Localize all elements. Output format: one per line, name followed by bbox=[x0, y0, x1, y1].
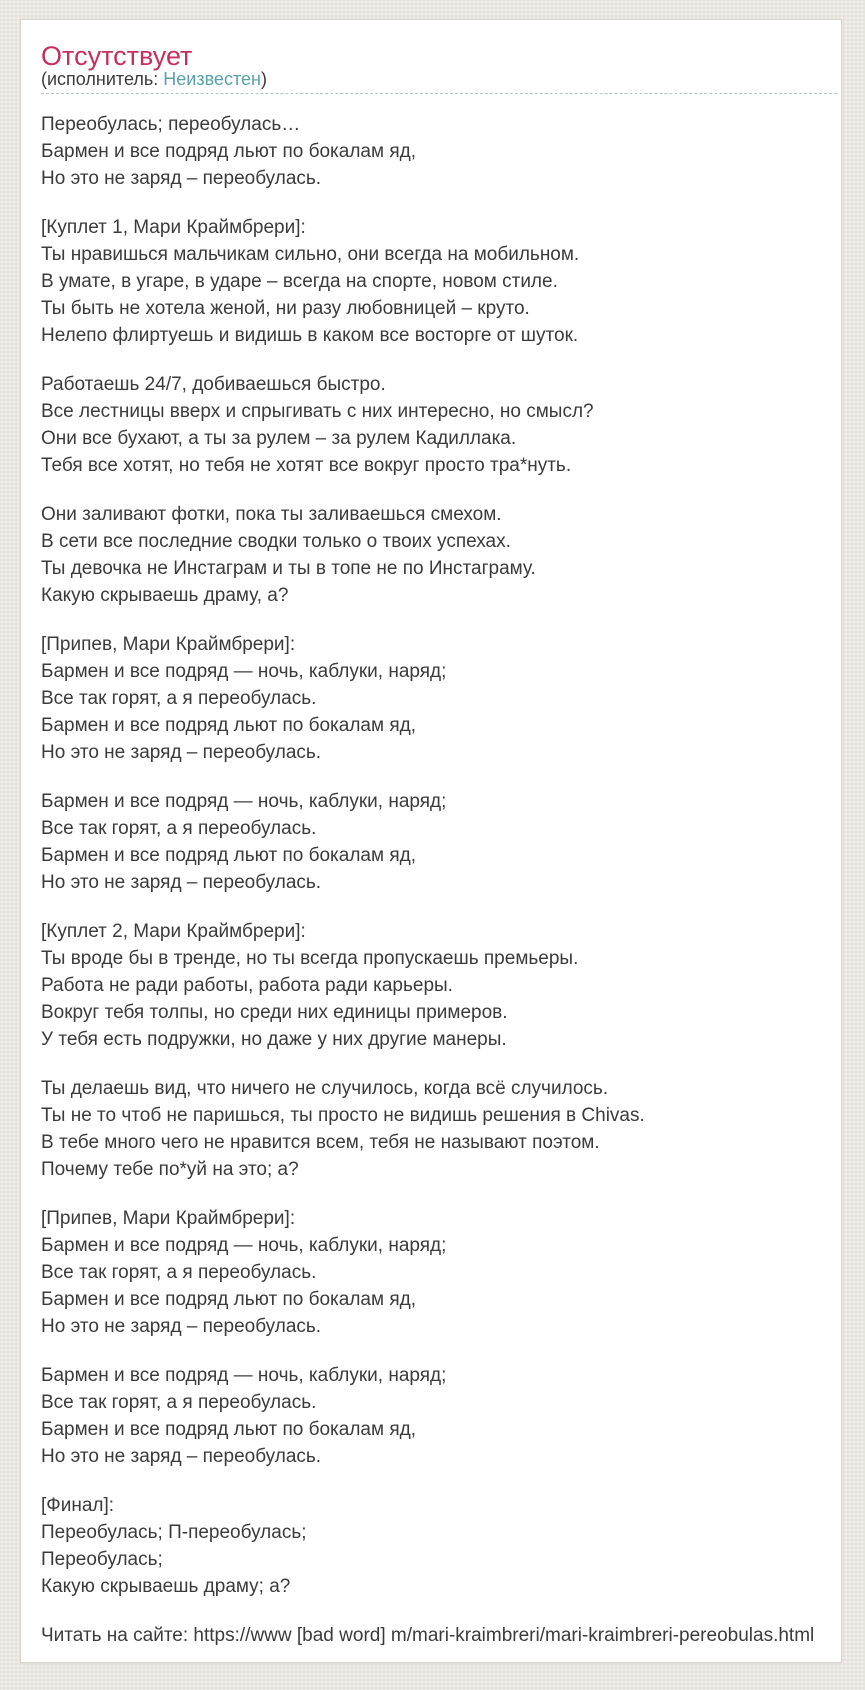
lyrics-stanza bbox=[41, 371, 841, 479]
lyrics-line: Переобулась; П-переобулась; bbox=[41, 1522, 307, 1543]
lyrics-line: Ты быть не хотела женой, ни разу любовницей – круто. bbox=[41, 298, 530, 319]
lyrics-stanza bbox=[41, 501, 841, 609]
lyrics-line: Но это не заряд – переобулась. bbox=[41, 872, 322, 893]
lyrics-line: Работаешь 24/7, добиваешься быстро. bbox=[41, 374, 386, 395]
lyrics-stanza bbox=[41, 1205, 841, 1340]
lyrics-line: В умате, в угаре, в ударе – всегда на спорте, новом стиле. bbox=[41, 271, 558, 292]
lyrics-line: Ты нравишься мальчикам сильно, они всегда на мобильном. bbox=[41, 244, 580, 265]
lyrics-line: Но это не заряд – переобулась. bbox=[41, 1446, 322, 1467]
lyrics-line: Но это не заряд – переобулась. bbox=[41, 1316, 322, 1337]
artist-label-suffix: ) bbox=[260, 69, 267, 89]
lyrics-line: Они все бухают, а ты за рулем – за рулем Кадиллака. bbox=[41, 428, 517, 449]
footer-note: Читать на сайте: https://www [bad word] m/mari-kraimbreri/mari-kraimbreri-pereobulas.html bbox=[41, 1625, 815, 1646]
artist-link[interactable]: Неизвестен bbox=[163, 69, 261, 89]
lyrics-stanza bbox=[41, 1075, 841, 1183]
lyrics-line: Бармен и все подряд льют по бокалам яд, bbox=[41, 715, 416, 736]
lyrics-line: Все так горят, а я переобулась. bbox=[41, 1262, 317, 1283]
lyrics-line: Вокруг тебя толпы, но среди них единицы примеров. bbox=[41, 1002, 508, 1023]
lyrics-line: Бармен и все подряд — ночь, каблуки, наряд; bbox=[41, 661, 447, 682]
lyrics-stanza bbox=[41, 788, 841, 896]
lyrics-stanza bbox=[41, 918, 841, 1053]
lyrics-line: В тебе много чего не нравится всем, тебя не называют поэтом. bbox=[41, 1132, 600, 1153]
lyrics-line: Переобулась; bbox=[41, 1549, 163, 1570]
lyrics-line: Ты вроде бы в тренде, но ты всегда пропускаешь премьеры. bbox=[41, 948, 579, 969]
lyrics-line: [Куплет 1, Мари Краймбрери]: bbox=[41, 217, 306, 238]
lyrics-line: У тебя есть подружки, но даже у них другие манеры. bbox=[41, 1029, 507, 1050]
page-header bbox=[41, 42, 837, 94]
lyrics-line: Бармен и все подряд льют по бокалам яд, bbox=[41, 141, 416, 162]
lyrics-line: Нелепо флиртуешь и видишь в каком все восторге от шуток. bbox=[41, 325, 579, 346]
lyrics-line: Все так горят, а я переобулась. bbox=[41, 1392, 317, 1413]
lyrics-line: [Финал]: bbox=[41, 1495, 115, 1516]
lyrics-line: Тебя все хотят, но тебя не хотят все вокруг просто тра*нуть. bbox=[41, 455, 572, 476]
lyrics-line: [Припев, Мари Краймбрери]: bbox=[41, 634, 296, 655]
artist-label-prefix: (исполнитель: bbox=[41, 69, 164, 89]
lyrics-stanza bbox=[41, 214, 841, 349]
lyrics-line: Ты девочка не Инстаграм и ты в топе не по Инстаграму. bbox=[41, 558, 536, 579]
page-title: Отсутствует bbox=[41, 41, 193, 71]
lyrics-stanza bbox=[41, 1362, 841, 1470]
lyrics-line: Бармен и все подряд — ночь, каблуки, наряд; bbox=[41, 791, 447, 812]
lyrics-line: Какую скрываешь драму, а? bbox=[41, 585, 289, 606]
lyrics-line: Они заливают фотки, пока ты заливаешься смехом. bbox=[41, 504, 502, 525]
lyrics bbox=[41, 111, 841, 1600]
lyrics-line: Но это не заряд – переобулась. bbox=[41, 742, 322, 763]
artist-line bbox=[41, 70, 837, 89]
lyrics-line: Все так горят, а я переобулась. bbox=[41, 818, 317, 839]
lyrics-stanza bbox=[41, 1492, 841, 1600]
lyrics-line: Переобулась; переобулась… bbox=[41, 114, 301, 135]
lyrics-line: Какую скрываешь драму; а? bbox=[41, 1576, 291, 1597]
lyrics-line: Но это не заряд – переобулась. bbox=[41, 168, 322, 189]
lyrics-line: Бармен и все подряд льют по бокалам яд, bbox=[41, 1419, 416, 1440]
lyrics-line: Работа не ради работы, работа ради карьеры. bbox=[41, 975, 453, 996]
lyrics-line: Бармен и все подряд льют по бокалам яд, bbox=[41, 845, 416, 866]
lyrics-line: [Куплет 2, Мари Краймбрери]: bbox=[41, 921, 306, 942]
lyrics-line: Ты делаешь вид, что ничего не случилось, когда всё случилось. bbox=[41, 1078, 609, 1099]
lyrics-stanza bbox=[41, 631, 841, 766]
lyrics-line: Бармен и все подряд — ночь, каблуки, наряд; bbox=[41, 1365, 447, 1386]
lyrics-stanza bbox=[41, 111, 841, 192]
content-box bbox=[20, 19, 842, 1663]
lyrics-line: Почему тебе по*уй на это; а? bbox=[41, 1159, 299, 1180]
lyrics-line: [Припев, Мари Краймбрери]: bbox=[41, 1208, 296, 1229]
lyrics-line: Бармен и все подряд — ночь, каблуки, наряд; bbox=[41, 1235, 447, 1256]
lyrics-line: Ты не то чтоб не паришься, ты просто не видишь решения в Chivas. bbox=[41, 1105, 645, 1126]
lyrics-line: Все так горят, а я переобулась. bbox=[41, 688, 317, 709]
lyrics-line: В сети все последние сводки только о твоих успехах. bbox=[41, 531, 511, 552]
lyrics-line: Все лестницы вверх и спрыгивать с них интересно, но смысл? bbox=[41, 401, 594, 422]
lyrics-line: Бармен и все подряд льют по бокалам яд, bbox=[41, 1289, 416, 1310]
